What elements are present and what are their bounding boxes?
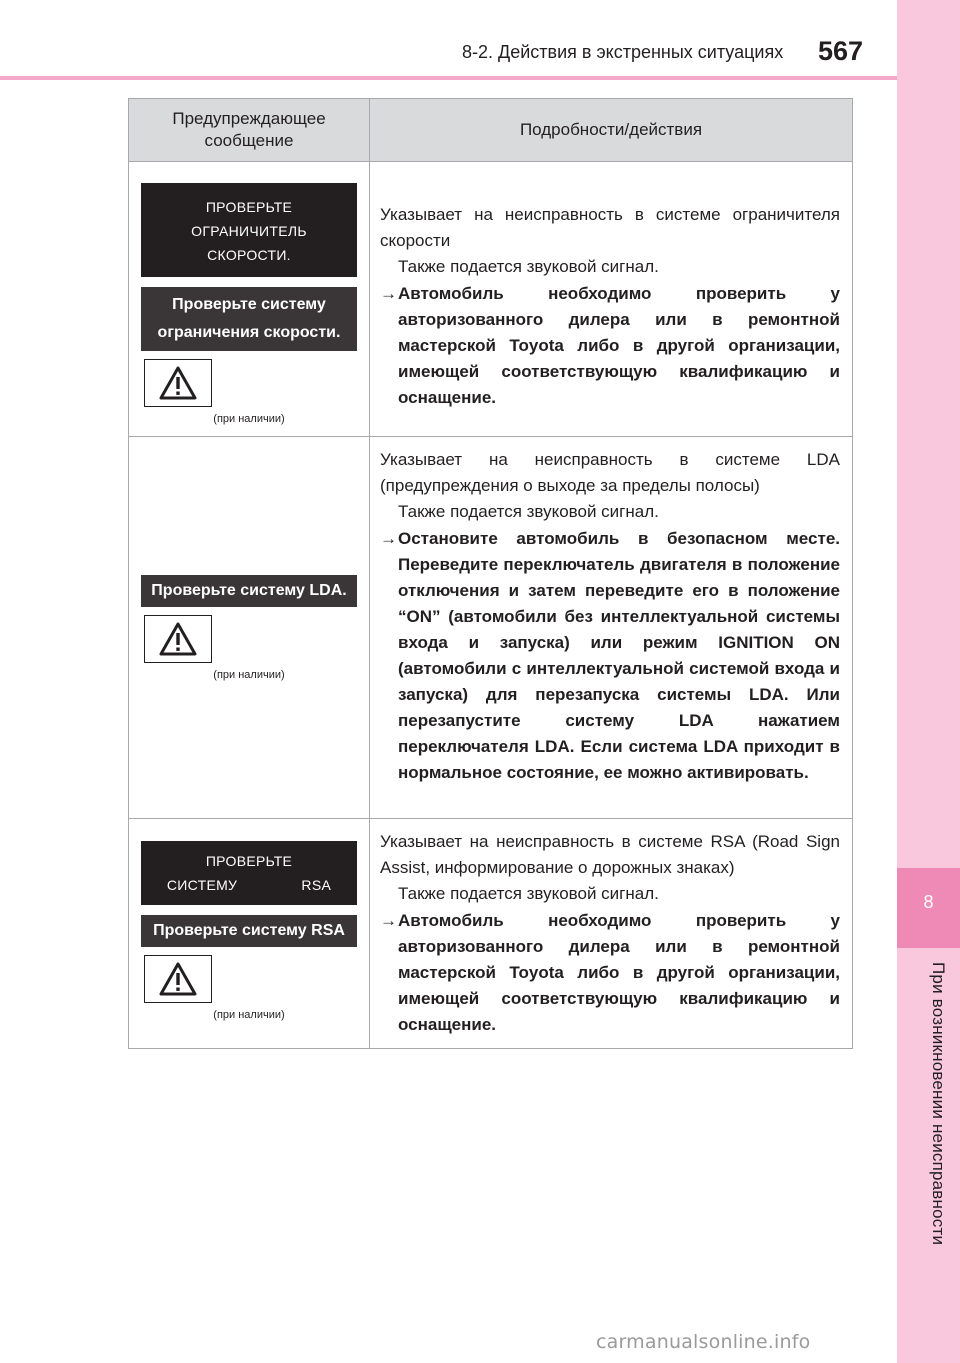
table-row [129,437,853,819]
availability-note: (при наличии) [213,413,285,425]
section-title: 8-2. Действия в экстренных ситуациях [462,42,784,62]
action-text: Остановите автомобиль в безопасном месте. Переведите переключатель двигателя в положение отключения и затем переведите его в положение “ON” (автомобили без интеллектуальной системы входа и запуска) или режим IGNITION ON (автомобили с интеллектуальной системой входа и запуска) для перезапуска системы LDA. Или перезапустите систему LDA нажатием переключателя LDA. Если система LDA приходит в нормальное состояние, ее можно активировать. [398,529,840,782]
header-rule [0,76,897,80]
details-cell [370,437,853,819]
page-number: 567 [818,36,864,66]
chapter-number: 8 [923,892,934,912]
details-cell [370,162,853,437]
description-text: Указывает на неисправность в системе RSA (Road Sign Assist, информирование о дорожных знаках) [380,832,840,877]
display-message: Проверьте систему ограничения скорости. [141,287,357,351]
sound-note: Также подается звуковой сигнал. [398,257,659,276]
arrow-icon: → [380,529,397,548]
action-text: Автомобиль необходимо проверить у авторизованного дилера или в ремонтной мастерской Toyota либо в другой организации, имеющей соответствующую квалификацию и оснащение. [398,911,840,1034]
message-cell [129,162,370,437]
display-message: Проверьте систему RSA [141,915,357,947]
warning-triangle-icon [144,615,212,663]
warning-table [128,98,853,1049]
display-message: Проверьте систему LDA. [141,575,357,607]
arrow-icon: → [380,284,397,303]
arrow-icon: → [380,911,397,930]
watermark: carmanualsonline.info [596,1331,811,1353]
chapter-title: При возникновении неисправности [929,962,948,1246]
message-cell [129,437,370,819]
sound-note: Также подается звуковой сигнал. [398,884,659,903]
column-header-message: Предупреждающее сообщение [129,99,370,162]
chapter-tab[interactable] [897,868,960,948]
availability-note: (при наличии) [213,668,285,681]
description-text: Указывает на неисправность в системе ограничителя скорости [380,205,840,250]
warning-triangle-icon [144,955,212,1003]
display-message-caps: ПРОВЕРЬТЕ СИСТЕМУ RSA [141,841,357,905]
availability-note: (при наличии) [213,1009,285,1021]
message-cell [129,819,370,1049]
table-row [129,162,853,437]
display-message-caps: ПРОВЕРЬТЕ ОГРАНИЧИТЕЛЬ СКОРОСТИ. [141,183,357,277]
description-text: Указывает на неисправность в системе LDA (предупреждения о выходе за пределы полосы) [380,450,840,495]
warning-triangle-icon [144,359,212,407]
column-header-details: Подробности/действия [370,99,853,162]
table-row [129,819,853,1049]
action-text: Автомобиль необходимо проверить у авторизованного дилера или в ремонтной мастерской Toyota либо в другой организации, имеющей соответствующую квалификацию и оснащение. [398,284,840,407]
sound-note: Также подается звуковой сигнал. [398,502,659,521]
details-cell [370,819,853,1049]
